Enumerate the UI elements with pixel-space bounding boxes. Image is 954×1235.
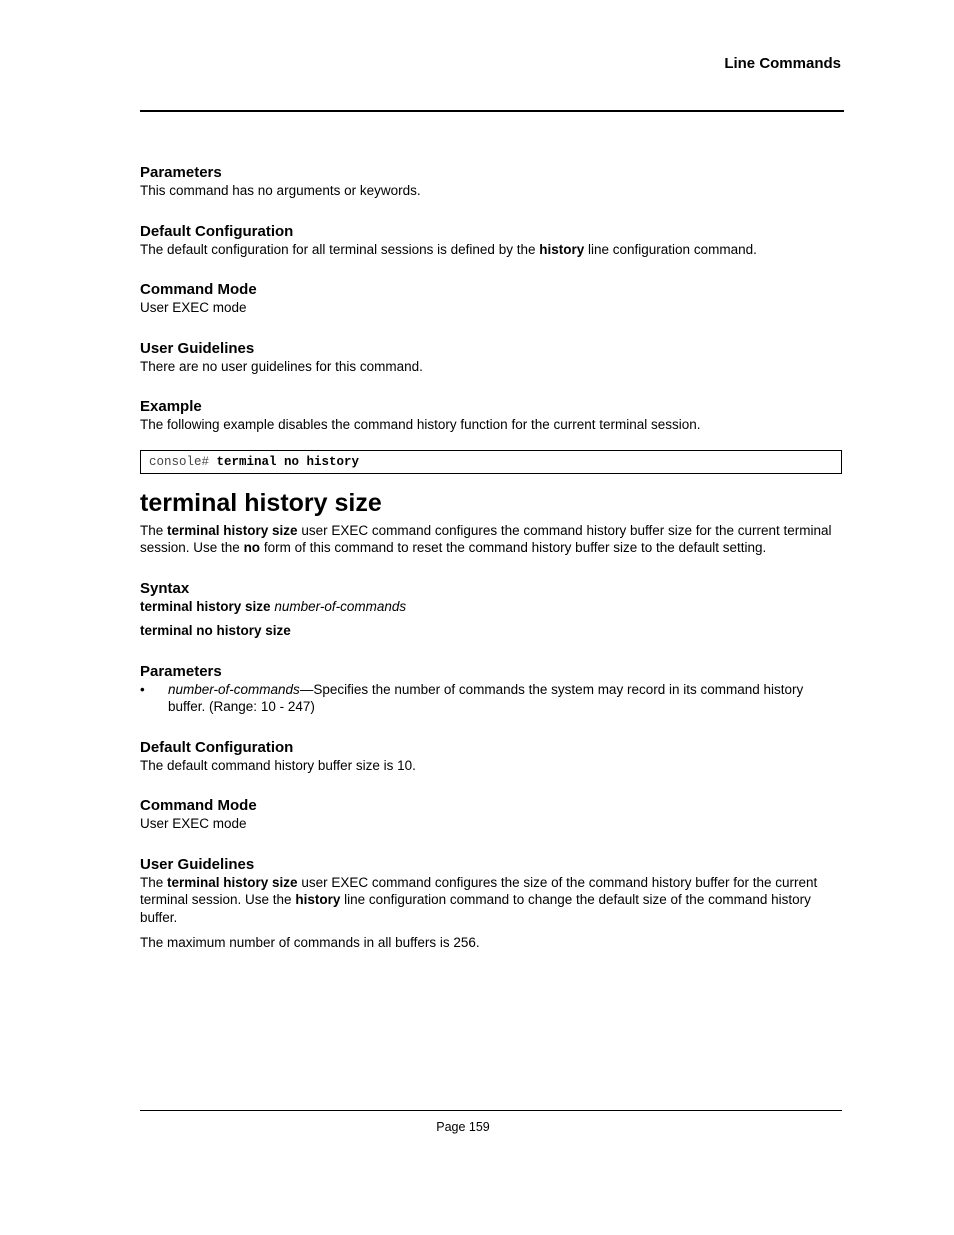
bullet-mark: • bbox=[140, 681, 145, 697]
parameters-section bbox=[140, 163, 842, 200]
syntax-line: terminal history size number-of-commands bbox=[140, 598, 407, 614]
section-heading: Parameters bbox=[140, 164, 222, 181]
section-text: The following example disables the command history function for the current terminal session. bbox=[140, 417, 701, 432]
page-content bbox=[140, 163, 842, 952]
user-guidelines-section bbox=[140, 339, 842, 376]
code-command: terminal no history bbox=[216, 454, 360, 469]
section-text: User EXEC mode bbox=[140, 816, 247, 831]
section-text: The maximum number of commands in all buffers is 256. bbox=[140, 935, 480, 950]
footer-rule bbox=[140, 1110, 842, 1111]
section-text: There are no user guidelines for this command. bbox=[140, 358, 423, 374]
section-heading: Default Configuration bbox=[140, 738, 294, 756]
default-configuration-section-2 bbox=[140, 738, 842, 775]
syntax-line: terminal no history size bbox=[140, 623, 291, 638]
parameter-description: number-of-commands—Specifies the number of commands the system may record in its command history buffer. (Range: 10 - 247) bbox=[168, 681, 804, 714]
page-number: Page 159 bbox=[436, 1120, 490, 1134]
section-heading: Syntax bbox=[140, 579, 190, 597]
parameters-section-2 bbox=[140, 662, 842, 716]
command-mode-section-2 bbox=[140, 796, 842, 833]
user-guidelines-section-2 bbox=[140, 855, 842, 952]
section-heading: Example bbox=[140, 398, 202, 415]
parameter-bullet bbox=[140, 681, 842, 716]
command-mode-section bbox=[140, 280, 842, 317]
intro-text: The terminal history size user EXEC command configures the command history buffer size for the current terminal session. Use the no form of this command to reset the command history buffer size to the default setting. bbox=[140, 522, 832, 555]
running-header: Line Commands bbox=[724, 55, 841, 72]
code-example bbox=[140, 450, 842, 474]
code-prompt: console# bbox=[149, 454, 217, 469]
command-title: terminal history size bbox=[140, 488, 382, 517]
default-configuration-section bbox=[140, 222, 842, 259]
command-intro bbox=[140, 522, 842, 557]
example-section bbox=[140, 397, 842, 474]
section-text: User EXEC mode bbox=[140, 300, 247, 315]
section-heading: User Guidelines bbox=[140, 339, 255, 357]
section-text: The terminal history size user EXEC command configures the size of the command history buffer for the current terminal session. Use the history line configuration command to change the default size of the command history buffer. bbox=[140, 874, 818, 925]
syntax-section bbox=[140, 579, 842, 640]
header-rule bbox=[140, 110, 844, 112]
section-heading: Parameters bbox=[140, 662, 222, 680]
section-text: The default configuration for all terminal sessions is defined by the history line configuration command. bbox=[140, 241, 757, 257]
section-heading: User Guidelines bbox=[140, 855, 255, 873]
section-heading: Command Mode bbox=[140, 797, 257, 814]
section-text: The default command history buffer size is 10. bbox=[140, 757, 416, 773]
section-text: This command has no arguments or keywords. bbox=[140, 183, 421, 198]
section-heading: Command Mode bbox=[140, 281, 257, 298]
section-heading: Default Configuration bbox=[140, 222, 294, 240]
